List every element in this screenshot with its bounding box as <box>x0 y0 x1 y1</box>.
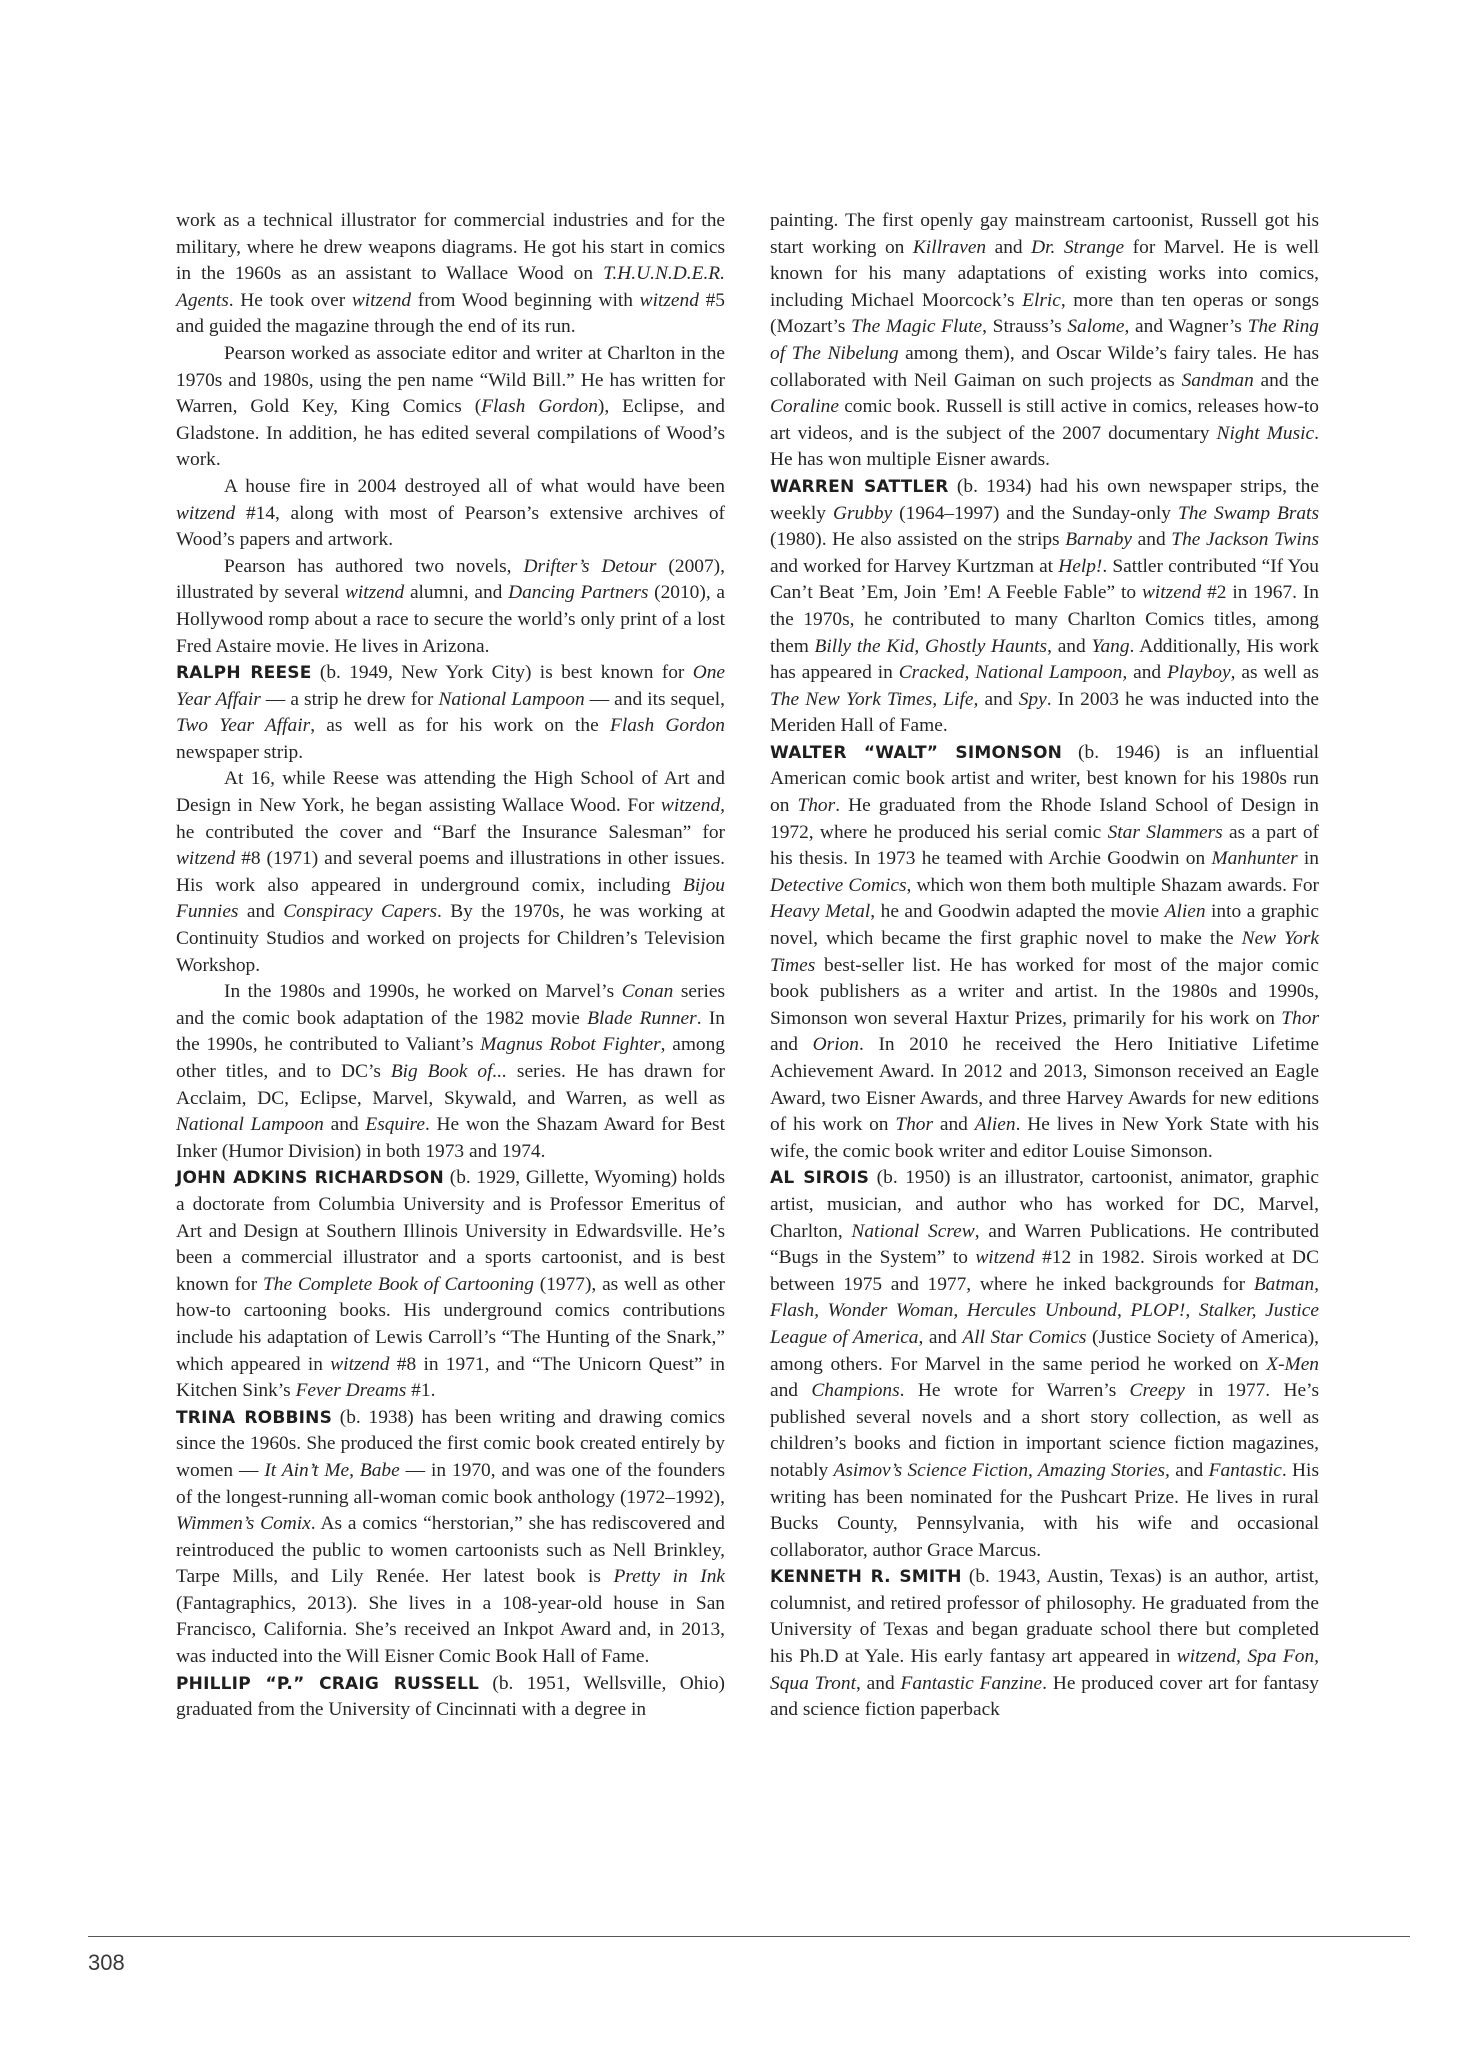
sattler-entry <box>770 474 1319 740</box>
smith-paragraph-1: (b. 1943, Austin, Texas) is an author, artist, columnist, and retired professor of philosophy. He graduated from the University of Texas and began graduate school there but completed his Ph.D at Yale. His early fantasy art appeared in witzend, Spa Fon, Squa Tront, and Fantastic Fanzine. He produced cover art for fantasy and science fiction paperback <box>770 1566 1320 1721</box>
entry-name-smith: KENNETH R. SMITH <box>770 1567 962 1588</box>
robbins-entry <box>176 1405 725 1671</box>
entry-name-sirois: AL SIROIS <box>770 1168 870 1189</box>
robbins-paragraph-1: (b. 1938) has been writing and drawing comics since the 1960s. She produced the first comic book created entirely by women — It Ain’t Me, Babe — in 1970, and was one of the founders of the longest-running all-woman comic book anthology (1972–1992), Wimmen’s Comix. As a comics “herstorian,” she has rediscovered and reintroduced the public to women cartoonists such as Nell Brinkley, Tarpe Mills, and Lily Renée. Her latest book is Pretty in Ink (Fantagraphics, 2013). She lives in a 108-year-old house in San Francisco, California. She’s received an Inkpot Award and, in 2013, was inducted into the Will Eisner Comic Book Hall of Fame. <box>176 1406 726 1668</box>
pearson-paragraph-3: A house fire in 2004 destroyed all of what would have been witzend #14, along with most of Pearson’s extensive archives of Wood’s papers and artwork. <box>176 475 725 551</box>
pearson-paragraph-4: Pearson has authored two novels, Drifter’s Detour (2007), illustrated by several witzend alumni, and Dancing Partners (2010), a Hollywood romp about a race to secure the world’s only print of a lost Fred Astaire movie. He lives in Arizona. <box>176 555 725 657</box>
sattler-paragraph-1: (b. 1934) had his own newspaper strips, the weekly Grubby (1964–1997) and the Sunday-only The Swamp Brats (1980). He also assisted on the strips Barnaby and The Jackson Twins and worked for Harvey Kurtzman at Help!. Sattler contributed “If You Can’t Beat ’Em, Join ’Em! A Feeble Fable” to witzend #2 in 1967. In the 1970s, he contributed to many Charlton Comics titles, among them Billy the Kid, Ghostly Haunts, and Yang. Additionally, His work has appeared in Cracked, National Lampoon, and Playboy, as well as The New York Times, Life, and Spy. In 2003 he was inducted into the Meriden Hall of Fame. <box>770 475 1319 737</box>
entry-name-russell: PHILLIP “P.” CRAIG RUSSELL <box>176 1673 480 1694</box>
page-number: 308 <box>88 1950 125 1975</box>
pearson-paragraph-2: Pearson worked as associate editor and writer at Charlton in the 1970s and 1980s, using the pen name “Wild Bill.” He has written for Warren, Gold Key, King Comics (Flash Gordon), Eclipse, and Gladstone. In addition, he has edited several compilations of Wood’s work. <box>176 342 725 471</box>
reese-paragraph-2: At 16, while Reese was attending the High School of Art and Design in New York, he began assisting Wallace Wood. For witzend, he contributed the cover and “Barf the Insurance Salesman” for witzend #8 (1971) and several poems and illustrations in other issues. His work also appeared in underground comix, including Bijou Funnies and Conspiracy Capers. By the 1970s, he was working at Continuity Studios and worked on projects for Children’s Television Workshop. <box>176 768 725 976</box>
sirois-paragraph-1: (b. 1950) is an illustrator, cartoonist, animator, graphic artist, musician, and author who has worked for DC, Marvel, Charlton, National Screw, and Warren Publications. He contributed “Bugs in the System” to witzend #12 in 1982. Sirois worked at DC between 1975 and 1977, where he inked backgrounds for Batman, Flash, Wonder Woman, Hercules Unbound, PLOP!, Stalker, Justice League of America, and All Star Comics (Justice Society of America), among others. For Marvel in the same period he worked on X-Men and Champions. He wrote for Warren’s Creepy in 1977. He’s published several novels and a short story collection, as well as children’s books and fiction in important science fiction magazines, notably Asimov’s Science Fiction, Amazing Stories, and Fantastic. His writing has been nominated for the Pushcart Prize. He lives in rural Bucks County, Pennsylvania, with his wife and occasional collaborator, author Grace Marcus. <box>770 1167 1320 1561</box>
left-column <box>176 208 725 1724</box>
reese-entry <box>176 660 725 766</box>
russell-entry <box>176 1671 725 1724</box>
entry-name-simonson: WALTER “WALT” SIMONSON <box>770 742 1063 763</box>
reese-paragraph-1: (b. 1949, New York City) is best known for One Year Affair — a strip he drew for National Lampoon — and its sequel, Two Year Affair, as well as for his work on the Flash Gordon newspaper strip. <box>176 662 726 763</box>
simonson-entry <box>770 740 1319 1166</box>
russell-paragraph-1: (b. 1951, Wellsville, Ohio) graduated from the University of Cincinnati with a degree in <box>176 1672 725 1721</box>
richardson-entry <box>176 1165 725 1404</box>
footer-rule <box>88 1936 1410 1937</box>
russell-paragraph-continued: painting. The first openly gay mainstream cartoonist, Russell got his start working on Killraven and Dr. Strange for Marvel. He is well known for his many adaptations of existing works into comics, including Michael Moorcock’s Elric, more than ten operas or songs (Mozart’s The Magic Flute, Strauss’s Salome, and Wagner’s The Ring of The Nibelung among them), and Oscar Wilde’s fairy tales. He has collaborated with Neil Gaiman on such projects as Sandman and the Coraline comic book. Russell is still active in comics, releases how-to art videos, and is the subject of the 2007 documentary Night Music. He has won multiple Eisner awards. <box>770 210 1320 471</box>
entry-name-robbins: TRINA ROBBINS <box>176 1407 333 1428</box>
simonson-paragraph-1: (b. 1946) is an influential American comic book artist and writer, best known for his 1980s run on Thor. He graduated from the Rhode Island School of Design in 1972, where he produced his serial comic Star Slammers as a part of his thesis. In 1973 he teamed with Archie Goodwin on Manhunter in Detective Comics, which won them both multiple Shazam awards. For Heavy Metal, he and Goodwin adapted the movie Alien into a graphic novel, which became the first graphic novel to make the New York Times best-seller list. He has worked for most of the major comic book publishers as a writer and artist. In the 1980s and 1990s, Simonson won several Haxtur Prizes, primarily for his work on Thor and Orion. In 2010 he received the Hero Initiative Lifetime Achievement Award. In 2012 and 2013, Simonson received an Eagle Award, two Eisner Awards, and three Harvey Awards for new editions of his work on Thor and Alien. He lives in New York State with his wife, the comic book writer and editor Louise Simonson. <box>770 741 1320 1162</box>
pearson-paragraph-1: work as a technical illustrator for commercial industries and for the military, where he drew weapons diagrams. He got his start in comics in the 1960s as an assistant to Wallace Wood on T.H.U.N.D.E.R. Agents. He took over witzend from Wood beginning with witzend #5 and guided the magazine through the end of its run. <box>176 210 725 338</box>
smith-entry <box>770 1564 1319 1724</box>
entry-name-sattler: WARREN SATTLER <box>770 476 949 497</box>
entry-name-reese: RALPH REESE <box>176 663 312 684</box>
reese-paragraph-3: In the 1980s and 1990s, he worked on Marvel’s Conan series and the comic book adaptation of the 1982 movie Blade Runner. In the 1990s, he contributed to Valiant’s Magnus Robot Fighter, among other titles, and to DC’s Big Book of... series. He has drawn for Acclaim, DC, Eclipse, Marvel, Skywald, and Warren, as well as National Lampoon and Esquire. He won the Shazam Award for Best Inker (Humor Division) in both 1973 and 1974. <box>176 981 725 1162</box>
richardson-paragraph-1: (b. 1929, Gillette, Wyoming) holds a doctorate from Columbia University and is Professor Emeritus of Art and Design at Southern Illinois University in Edwardsville. He’s been a commercial illustrator and a sports cartoonist, and is best known for The Complete Book of Cartooning (1977), as well as other how-to cartooning books. His underground comics contributions include his adaptation of Lewis Carroll’s “The Hunting of the Snark,” which appeared in witzend #8 in 1971, and “The Unicorn Quest” in Kitchen Sink’s Fever Dreams #1. <box>176 1167 725 1402</box>
right-column <box>770 208 1319 1724</box>
entry-name-richardson: JOHN ADKINS RICHARDSON <box>176 1168 444 1189</box>
sirois-entry <box>770 1165 1319 1564</box>
